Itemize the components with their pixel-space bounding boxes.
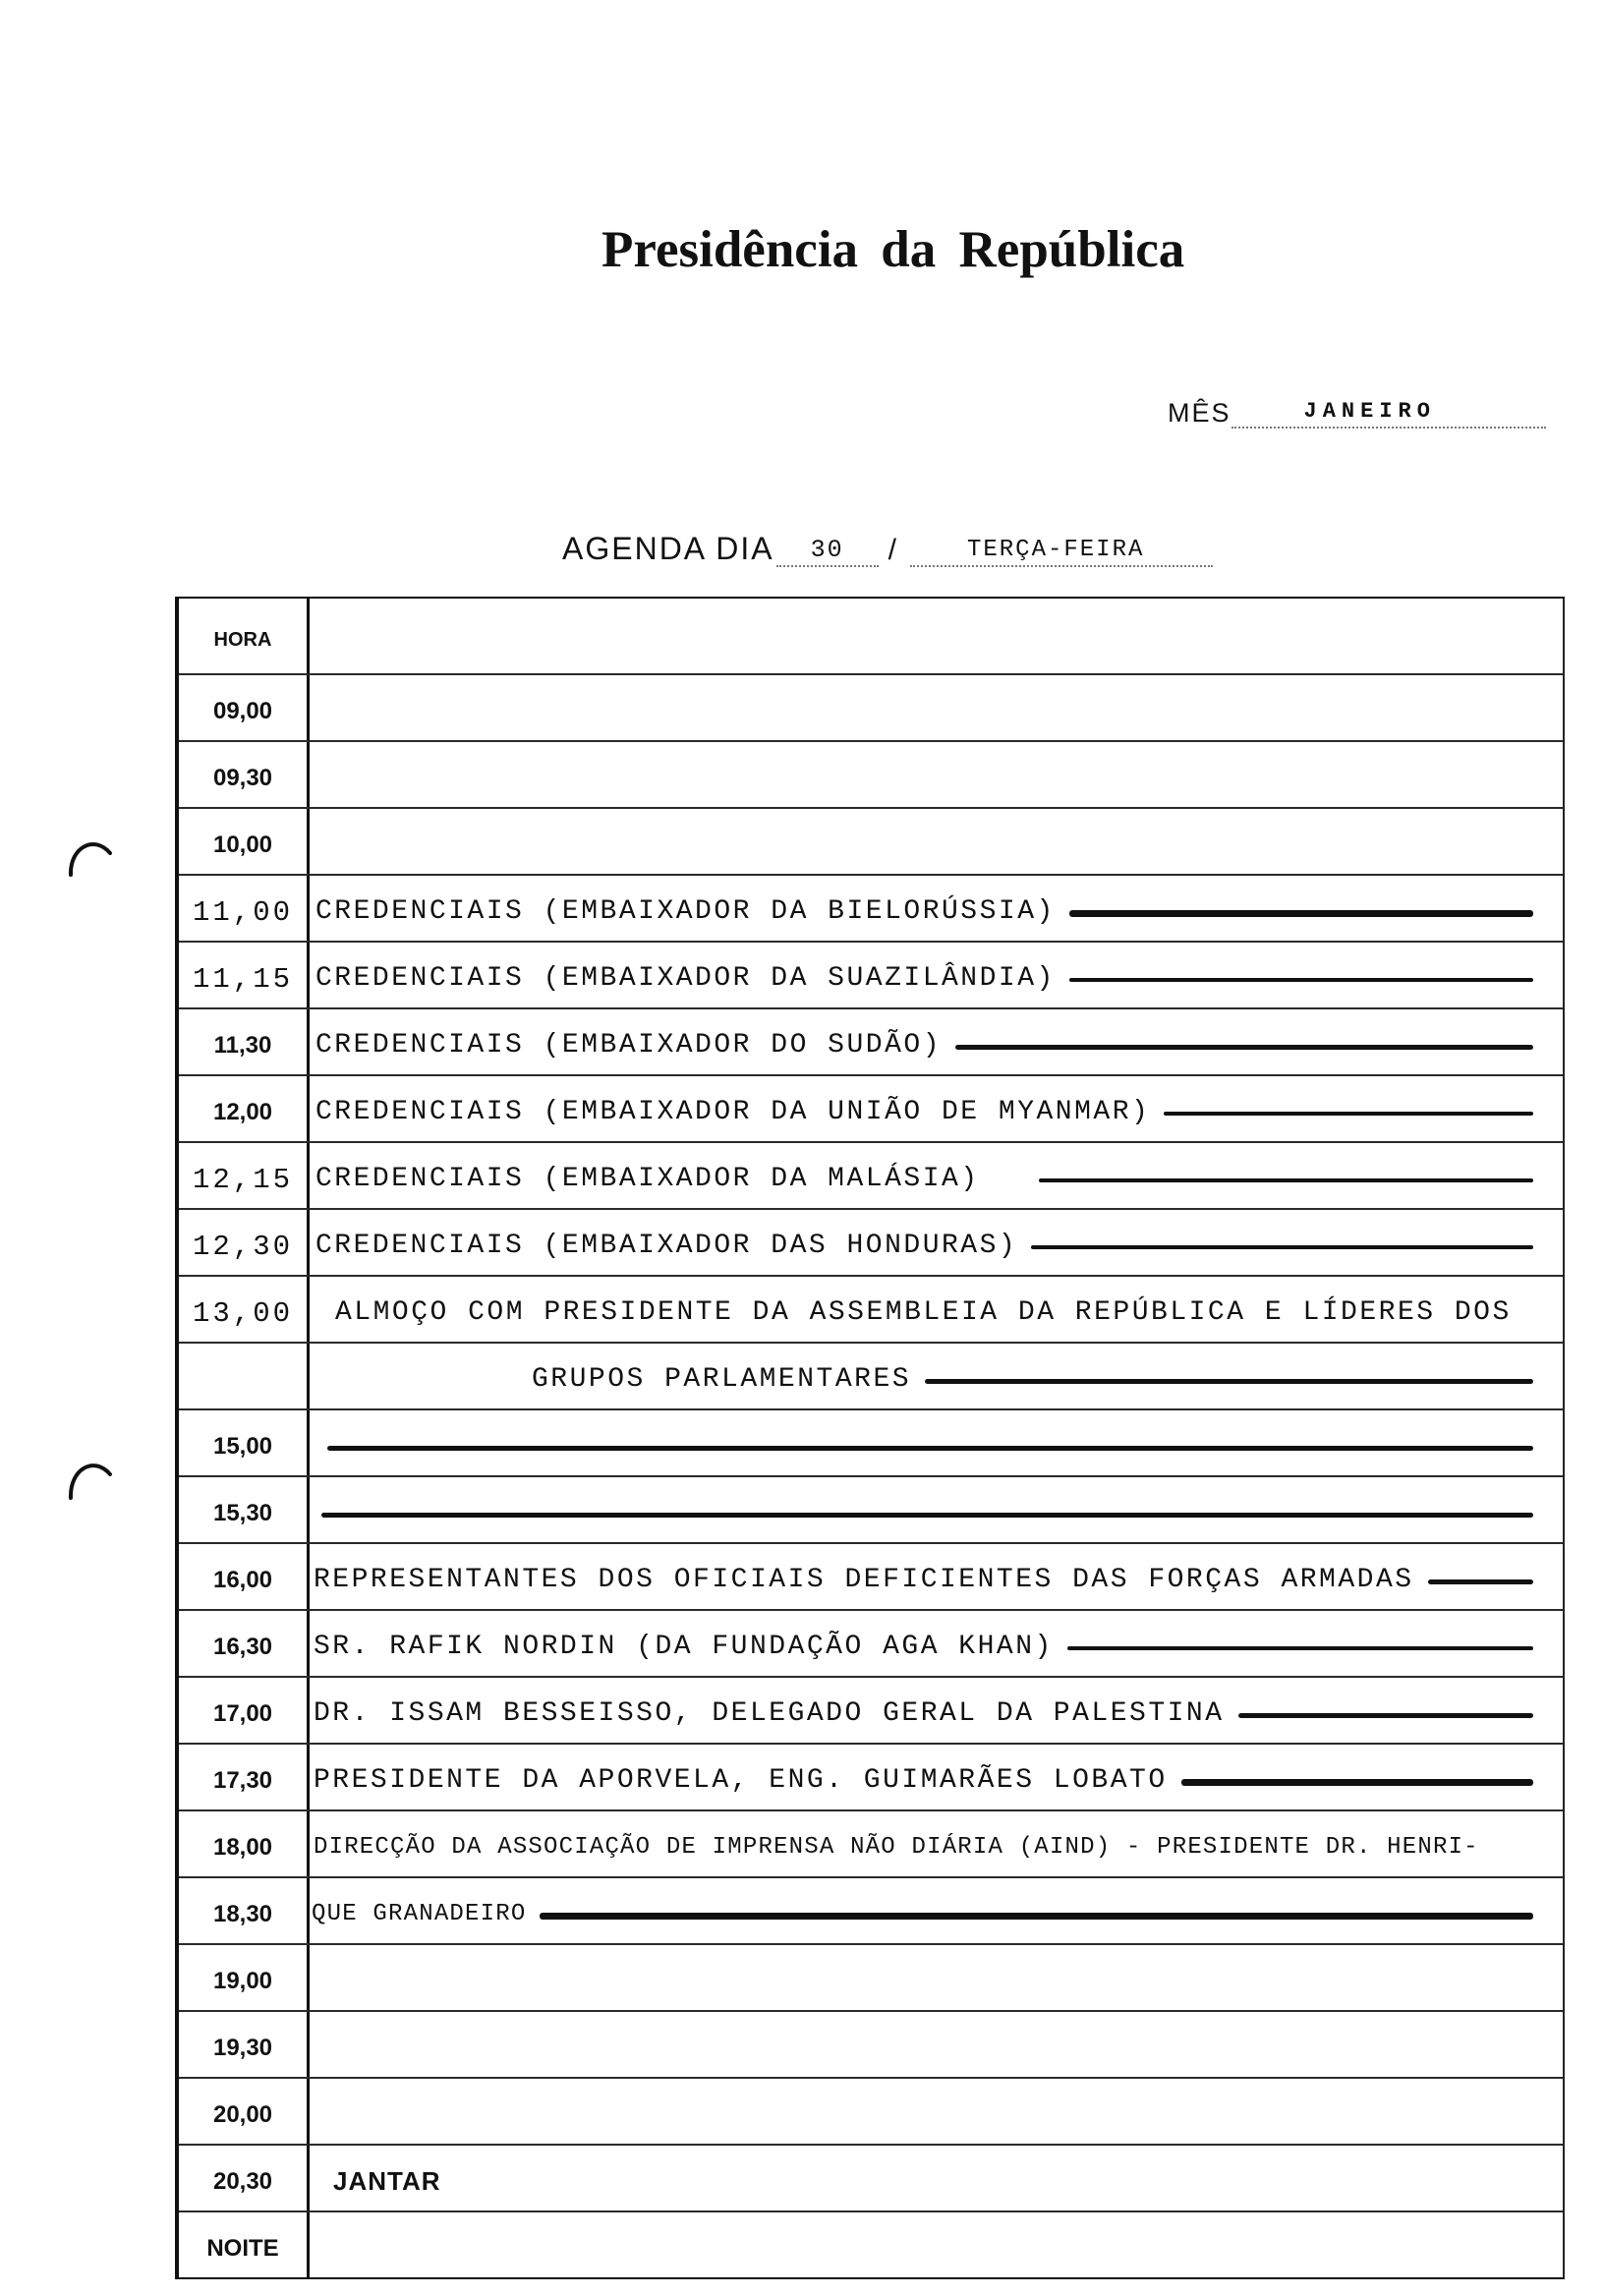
hour-label: 15,00 — [212, 1433, 273, 1460]
agenda-label: AGENDA DIA — [562, 531, 774, 566]
hour-label: 19,30 — [212, 2035, 273, 2061]
entry-text: GRUPOS PARLAMENTARES — [532, 1363, 912, 1395]
entry-text: CREDENCIAIS (EMBAIXADOR DA UNIÃO DE MYANMAR) — [315, 1096, 1151, 1127]
hour-cell — [179, 1410, 310, 1475]
entry-cell — [310, 2012, 1563, 2077]
hour-cell — [179, 809, 310, 874]
agenda-row-1215 — [179, 1143, 1563, 1210]
hour-label: 20,00 — [212, 2101, 273, 2128]
hole-punch-mark — [65, 1453, 114, 1502]
strike-line — [1031, 1245, 1533, 1249]
strike-line — [1039, 1178, 1533, 1182]
agenda-date-field — [562, 531, 1213, 567]
hour-label: NOITE — [206, 2235, 279, 2262]
entry-cell — [310, 1344, 1563, 1408]
hour-cell — [179, 1611, 310, 1676]
month-value: JANEIRO — [1303, 399, 1436, 424]
entry-header-cell — [310, 599, 1563, 673]
hour-label: 11,30 — [213, 1032, 272, 1059]
hour-label: 09,00 — [212, 698, 273, 724]
agenda-row-0900 — [179, 675, 1563, 742]
weekday-leader — [910, 534, 1213, 567]
agenda-row-1000 — [179, 809, 1563, 876]
date-separator: / — [888, 534, 896, 566]
hour-cell — [179, 1477, 310, 1542]
entry-text: DIRECÇÃO DA ASSOCIAÇÃO DE IMPRENSA NÃO DIÁRIA (AIND) - PRESIDENTE DR. HENRI- — [314, 1833, 1479, 1861]
entry-cell — [310, 1143, 1563, 1208]
hour-cell — [179, 1009, 310, 1074]
hour-label: 15,30 — [212, 1500, 273, 1526]
agenda-row-noite — [179, 2212, 1563, 2277]
agenda-row-1200 — [179, 1076, 1563, 1143]
agenda-row-1115 — [179, 943, 1563, 1009]
hour-cell — [179, 1745, 310, 1809]
hour-label: 17,00 — [212, 1700, 273, 1727]
entry-cell — [310, 1544, 1563, 1609]
hour-label: 11,15 — [192, 962, 293, 996]
entry-cell — [310, 809, 1563, 874]
hour-cell — [179, 2012, 310, 2077]
entry-cell — [310, 2146, 1563, 2210]
entry-cell — [310, 1076, 1563, 1141]
hour-cell — [179, 876, 310, 941]
hour-cell — [179, 1344, 310, 1408]
entry-cell — [310, 2079, 1563, 2144]
entry-cell — [310, 1277, 1563, 1342]
agenda-header-row — [179, 599, 1563, 675]
entry-cell — [310, 1611, 1563, 1676]
strike-line — [1181, 1779, 1533, 1786]
agenda-row-1700 — [179, 1678, 1563, 1745]
hour-label: 18,30 — [212, 1901, 273, 1927]
agenda-table — [175, 597, 1565, 2279]
hour-label: 12,30 — [192, 1230, 293, 1263]
hour-cell — [179, 1544, 310, 1609]
agenda-row-1300-continued — [179, 1344, 1563, 1410]
agenda-row-1300 — [179, 1277, 1563, 1344]
entry-cell — [310, 675, 1563, 740]
agenda-row-1100 — [179, 876, 1563, 943]
page-title: Presidência da República — [602, 221, 1185, 278]
hour-label: 16,00 — [212, 1567, 273, 1593]
entry-cell — [310, 1745, 1563, 1809]
entry-cell — [310, 1678, 1563, 1743]
strike-line — [1069, 978, 1533, 982]
month-label: MÊS — [1168, 398, 1232, 428]
month-leader — [1232, 395, 1546, 429]
entry-text: PRESIDENTE DA APORVELA, ENG. GUIMARÃES LOBATO — [314, 1764, 1168, 1796]
entry-text: REPRESENTANTES DOS OFICIAIS DEFICIENTES DAS FORÇAS ARMADAS — [314, 1564, 1414, 1595]
hole-punch-mark — [65, 832, 114, 881]
hour-label: 18,00 — [212, 1834, 273, 1861]
entry-cell — [310, 1210, 1563, 1275]
agenda-row-1800 — [179, 1811, 1563, 1878]
strike-line — [1164, 1112, 1533, 1116]
entry-cell — [310, 2212, 1563, 2277]
agenda-row-1500 — [179, 1410, 1563, 1477]
hour-cell — [179, 1143, 310, 1208]
day-leader — [776, 534, 879, 567]
strike-line — [1069, 910, 1533, 917]
agenda-row-2030 — [179, 2146, 1563, 2212]
entry-text: CREDENCIAIS (EMBAIXADOR DA SUAZILÂNDIA) — [315, 962, 1056, 994]
strike-line — [327, 1446, 1533, 1451]
entry-cell — [310, 1009, 1563, 1074]
entry-text: JANTAR — [333, 2165, 441, 2196]
hour-label: 09,30 — [212, 765, 273, 791]
agenda-row-1130 — [179, 1009, 1563, 1076]
strike-line — [1067, 1646, 1533, 1650]
hour-cell — [179, 943, 310, 1007]
entry-cell — [310, 742, 1563, 807]
entry-text: CREDENCIAIS (EMBAIXADOR DO SUDÃO) — [315, 1029, 942, 1061]
agenda-row-1630 — [179, 1611, 1563, 1678]
hour-cell — [179, 1678, 310, 1743]
entry-cell — [310, 1410, 1563, 1475]
strike-line — [955, 1045, 1533, 1050]
strike-line — [540, 1913, 1533, 1920]
entry-cell — [310, 1811, 1563, 1876]
hour-cell — [179, 2212, 310, 2277]
strike-line — [321, 1513, 1533, 1518]
hour-label: 20,30 — [212, 2168, 273, 2195]
hour-label: 12,15 — [192, 1163, 293, 1196]
agenda-row-1530 — [179, 1477, 1563, 1544]
hour-label: 17,30 — [212, 1767, 273, 1794]
entry-text: CREDENCIAIS (EMBAIXADOR DA BIELORÚSSIA) — [315, 895, 1056, 927]
agenda-row-1600 — [179, 1544, 1563, 1611]
hour-cell — [179, 742, 310, 807]
agenda-row-1730 — [179, 1745, 1563, 1811]
hour-header-cell — [179, 599, 310, 673]
hour-cell — [179, 675, 310, 740]
hour-label: 13,00 — [192, 1296, 293, 1330]
strike-line — [1238, 1713, 1533, 1718]
entry-cell — [310, 876, 1563, 941]
entry-cell — [310, 1945, 1563, 2010]
entry-text: DR. ISSAM BESSEISSO, DELEGADO GERAL DA PALESTINA — [314, 1697, 1225, 1729]
agenda-row-1230 — [179, 1210, 1563, 1277]
entry-cell — [310, 1878, 1563, 1943]
hour-label: 19,00 — [212, 1968, 273, 1994]
agenda-row-2000 — [179, 2079, 1563, 2146]
entry-text: SR. RAFIK NORDIN (DA FUNDAÇÃO AGA KHAN) — [314, 1631, 1054, 1662]
strike-line — [925, 1379, 1533, 1384]
entry-text: CREDENCIAIS (EMBAIXADOR DAS HONDURAS) — [315, 1230, 1018, 1261]
entry-text: ALMOÇO COM PRESIDENTE DA ASSEMBLEIA DA REPÚBLICA E LÍDERES DOS — [335, 1296, 1512, 1328]
weekday-value: TERÇA-FEIRA — [966, 537, 1145, 563]
hour-label: 10,00 — [212, 832, 273, 858]
hour-cell — [179, 1811, 310, 1876]
hour-cell — [179, 1076, 310, 1141]
hour-cell — [179, 1277, 310, 1342]
hour-label: 12,00 — [212, 1099, 273, 1125]
month-field — [1168, 395, 1546, 429]
hour-cell — [179, 1210, 310, 1275]
entry-text: CREDENCIAIS (EMBAIXADOR DA MALÁSIA) — [315, 1163, 980, 1194]
hour-label: 11,00 — [192, 895, 293, 929]
strike-line — [1428, 1579, 1533, 1584]
hour-header-label: HORA — [213, 628, 272, 651]
hour-cell — [179, 2146, 310, 2210]
hour-label: 16,30 — [212, 1634, 273, 1660]
agenda-row-1930 — [179, 2012, 1563, 2079]
agenda-row-0930 — [179, 742, 1563, 809]
hour-cell — [179, 1878, 310, 1943]
hour-cell — [179, 1945, 310, 2010]
day-value: 30 — [810, 536, 844, 564]
entry-cell — [310, 1477, 1563, 1542]
entry-text: QUE GRANADEIRO — [312, 1900, 527, 1927]
hour-cell — [179, 2079, 310, 2144]
agenda-row-1900 — [179, 1945, 1563, 2012]
entry-cell — [310, 943, 1563, 1007]
agenda-row-1830 — [179, 1878, 1563, 1945]
